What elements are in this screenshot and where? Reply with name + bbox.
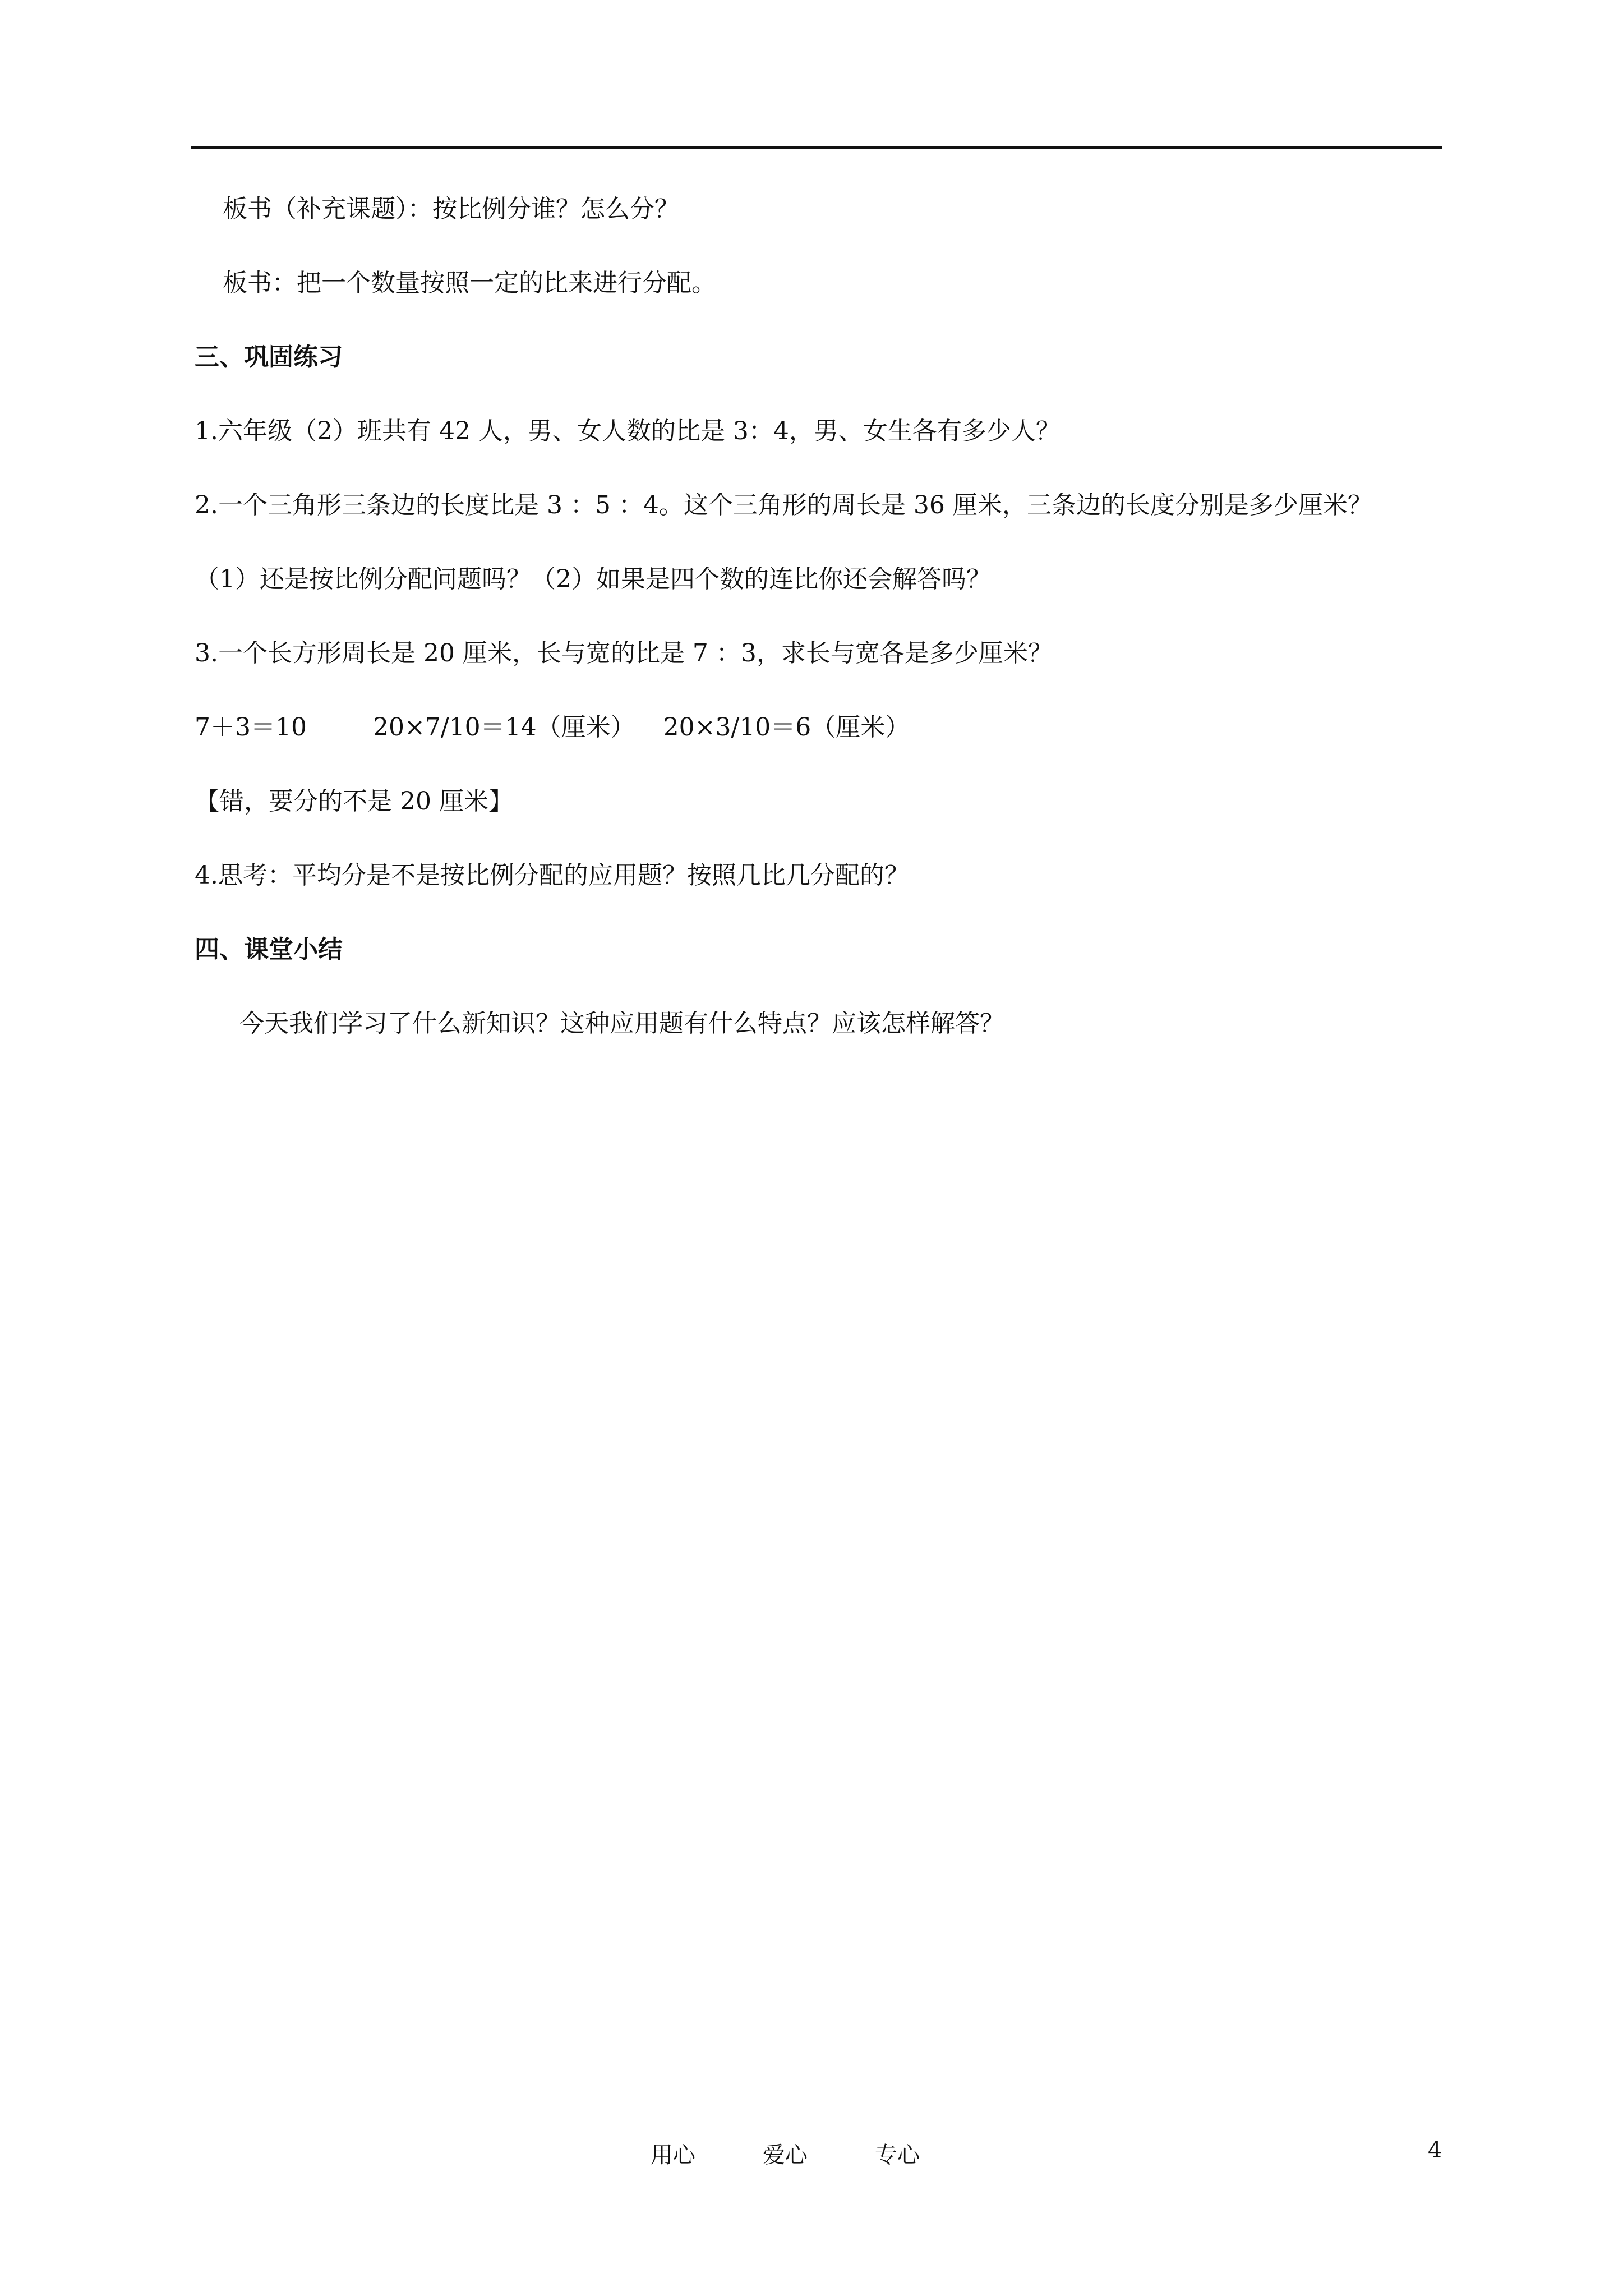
summary-text: 今天我们学习了什么新知识？这种应用题有什么特点？应该怎样解答？ [239, 1009, 1004, 1038]
page-footer [0, 2137, 1623, 2171]
question-2-followup: （1）还是按比例分配问题吗？（2）如果是四个数的连比你还会解答吗？ [195, 565, 991, 593]
board-note-topic: 板书（补充课题）：按比例分谁？怎么分？ [223, 195, 679, 223]
footer-motto-1: 用心 [651, 2142, 695, 2168]
section-heading-practice: 三、巩固练习 [195, 343, 343, 371]
document-body [195, 191, 1451, 1042]
footer-motto [651, 2137, 920, 2169]
calc-step-length: 20×7/10＝14（厘米） [372, 713, 635, 742]
calc-step-width: 20×3/10＝6（厘米） [663, 713, 910, 742]
question-4: 4.思考：平均分是不是按比例分配的应用题？按照几比几分配的？ [195, 861, 909, 890]
question-1: 1.六年级（2）班共有 42 人，男、女人数的比是 3：4，男、女生各有多少人？ [195, 417, 1061, 445]
header-rule [191, 146, 1442, 149]
footer-motto-2: 爱心 [763, 2142, 808, 2168]
question-3: 3.一个长方形周长是 20 厘米，长与宽的比是 7 ：3，求长与宽各是多少厘米？ [195, 639, 1053, 668]
board-note-definition: 板书：把一个数量按照一定的比来进行分配。 [223, 269, 716, 297]
footer-motto-3: 专心 [875, 2142, 920, 2168]
error-note: 【错，要分的不是 20 厘米】 [195, 787, 513, 816]
page-number: 4 [1428, 2137, 1442, 2163]
section-heading-summary: 四、课堂小结 [195, 935, 343, 964]
calculation-line [195, 709, 1451, 746]
calc-step-sum: 7＋3＝10 [195, 713, 307, 742]
question-2: 2.一个三角形三条边的长度比是 3 ：5 ：4。这个三角形的周长是 36 厘米，三条边的长度分别是多少厘米？ [195, 491, 1372, 519]
